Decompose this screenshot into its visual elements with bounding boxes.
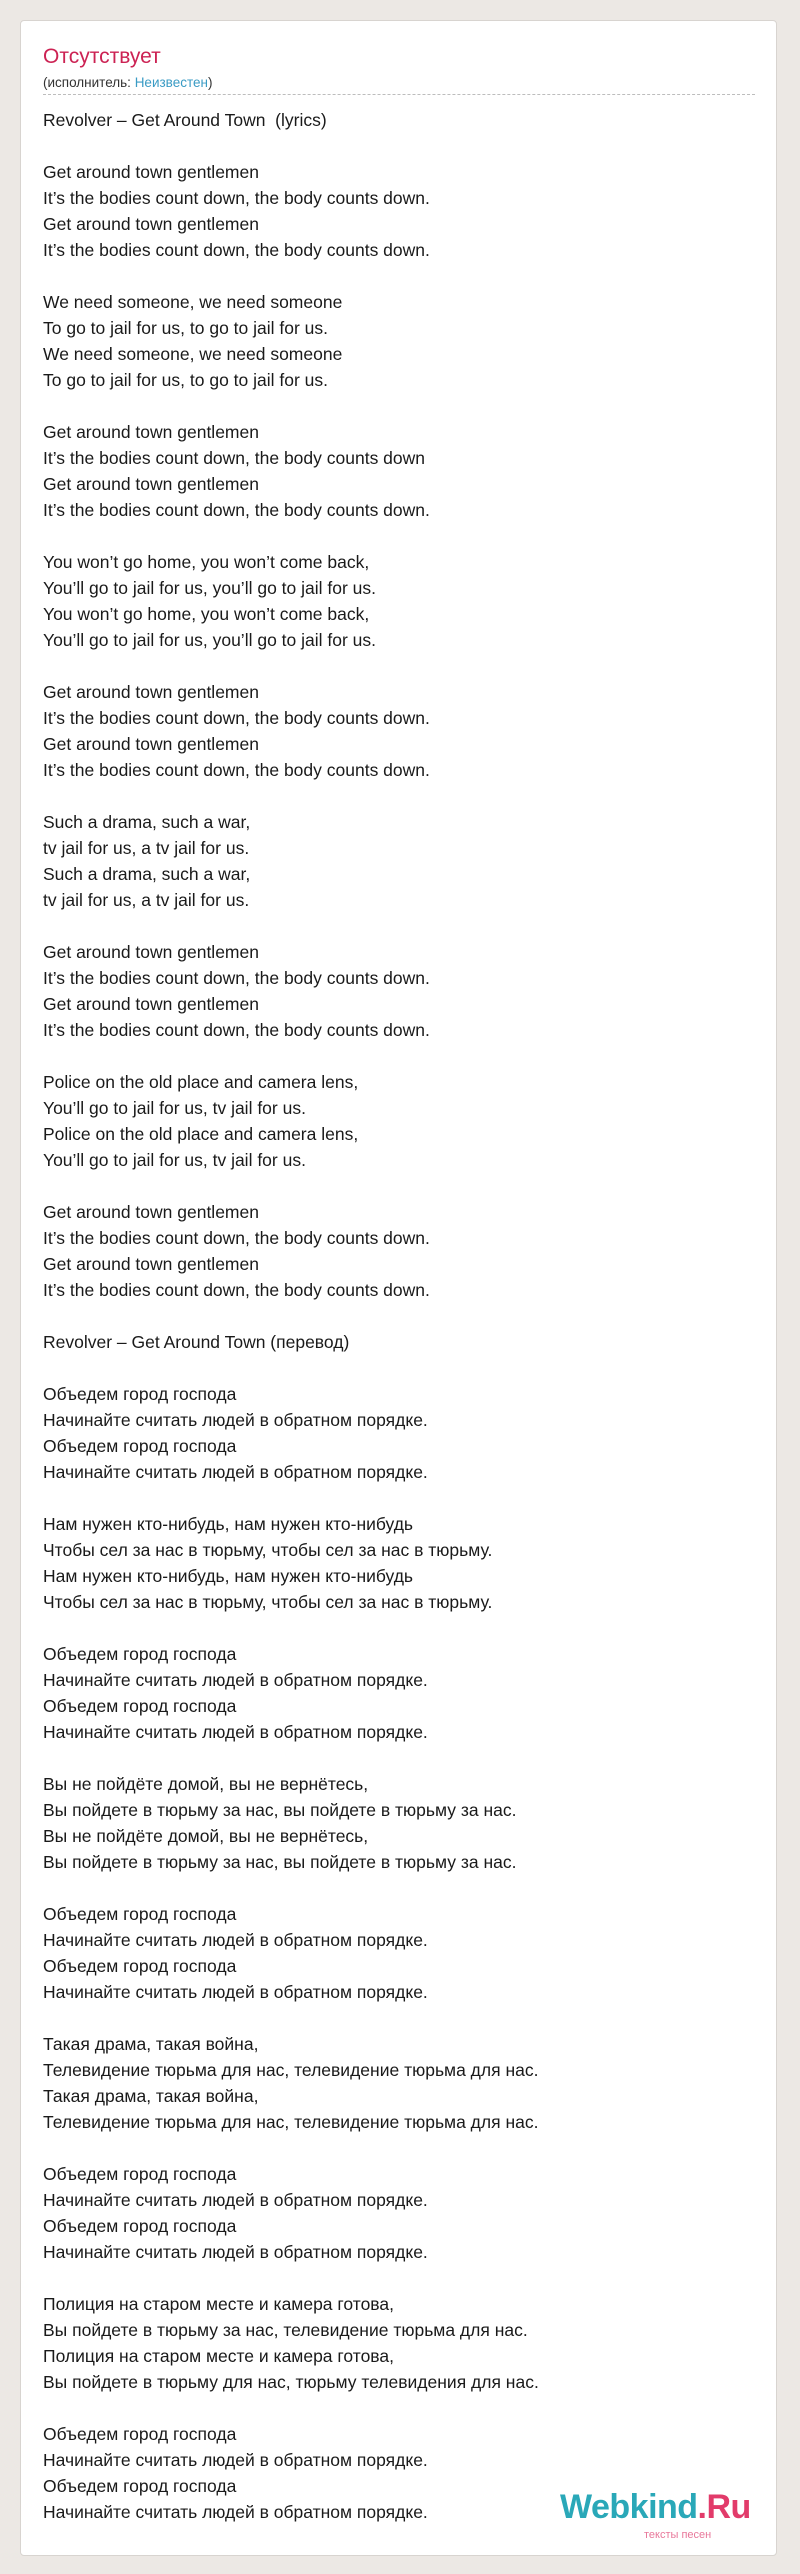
byline-prefix: (исполнитель: [43,75,135,90]
byline-suffix: ) [207,75,213,90]
logo-wordmark [560,2487,751,2527]
artist-link[interactable]: Неизвестен [134,75,208,90]
artist-byline [43,74,212,92]
logo-dot: . [697,2488,707,2526]
webkind-logo[interactable] [560,2487,775,2545]
song-title: Отсутствует [43,45,161,68]
lyrics-card [20,20,777,2556]
header-divider [43,94,755,95]
logo-name: Webkind [560,2488,698,2526]
logo-tld: Ru [706,2488,751,2526]
logo-tagline: тексты песен [644,2529,712,2541]
lyrics-text: Revolver – Get Around Town (lyrics) Get around town gentlemen It’s the bodies count down, the body counts down. Get around town gentlemen It’s the bodies count down, the body counts down. We need someone, we need someone To go to jail for us, to go to jail for us. We need someone, we need someone To go to jail for us, to go to jail for us. Get around town gentlemen It’s the bodies count down, the body counts down Get around town gentlemen It’s the bodies count down, the body counts down. You won’t go home, you won’t come back, You’ll go to jail for us, you’ll go to jail for us. You won’t go home, you won’t come back, You’ll go to jail for us, you’ll go to jail for us. Get around town gentlemen It’s the bodies count down, the body counts down. Get around town gentlemen It’s the bodies count down, the body counts down. Such a drama, such a war, tv jail for us, a tv jail for us. Such a drama, such a war, tv jail for us, a tv jail for us. Get around town gentlemen It’s the bodies count down, the body counts down. Get around town gentlemen It’s the bodies count down, the body counts down. Police on the old place and camera lens, You’ll go to jail for us, tv jail for us. Police on the old place and camera lens, You’ll go to jail for us, tv jail for us. Get around town gentlemen It’s the bodies count down, the body counts down. Get around town gentlemen It’s the bodies count down, the body counts down. Revolver – Get Around Town (перевод) Объедем город господа Начинайте считать людей в обратном порядке. Объедем город господа Начинайте считать людей в обратном порядке. Нам нужен кто-нибудь, нам нужен кто-нибудь Чтобы сел за нас в тюрьму, чтобы сел за нас в тюрьму. Нам нужен кто-нибудь, нам нужен кто-нибудь Чтобы сел за нас в тюрьму, чтобы сел за нас в тюрьму. Объедем город господа Начинайте считать людей в обратном порядке. Объедем город господа Начинайте считать людей в обратном порядке. Вы не пойдёте домой, вы не вернётесь, Вы пойдете в тюрьму за нас, вы пойдете в тюрьму за нас. Вы не пойдёте домой, вы не вернётесь, Вы пойдете в тюрьму за нас, вы пойдете в тюрьму за нас. Объедем город господа Начинайте считать людей в обратном порядке. Объедем город господа Начинайте считать людей в обратном порядке. Такая драма, такая война, Телевидение тюрьма для нас, телевидение тюрьма для нас. Такая драма, такая война, Телевидение тюрьма для нас, телевидение тюрьма для нас. Объедем город господа Начинайте считать людей в обратном порядке. Объедем город господа Начинайте считать людей в обратном порядке. Полиция на старом месте и камера готова, Вы пойдете в тюрьму за нас, телевидение тюрьма для нас. Полиция на старом месте и камера готова, Вы пойдете в тюрьму для нас, тюрьму телевидения для нас. Объедем город господа Начинайте считать людей в обратном порядке. Объедем город господа Начинайте считать людей в обратном порядке. [43,110,539,2522]
